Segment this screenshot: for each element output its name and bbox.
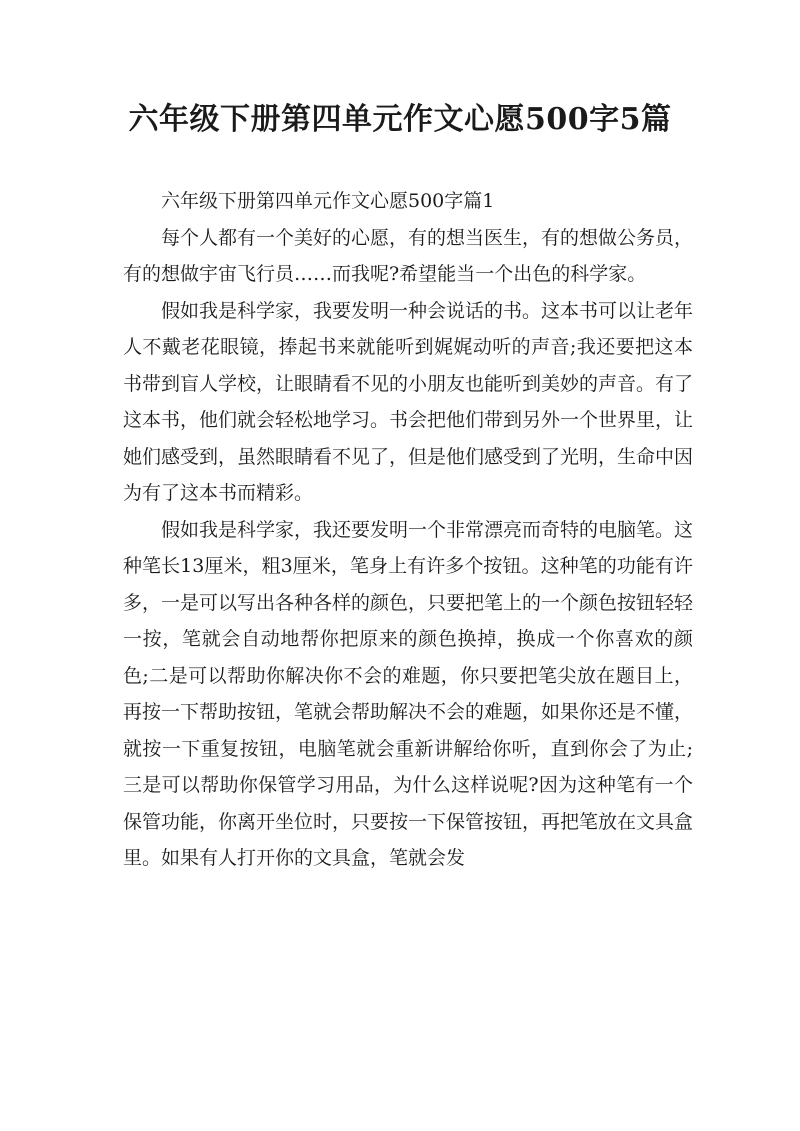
essay-subtitle: 六年级下册第四单元作文心愿500字篇1 bbox=[161, 190, 495, 212]
paragraph-1: 每个人都有一个美好的心愿，有的想当医生，有的想做公务员，有的想做宇宙飞行员……而我呢?希望能当一个出色的科学家。 bbox=[123, 226, 694, 285]
paragraph-3: 假如我是科学家，我还要发明一个非常漂亮而奇特的电脑笔。这种笔长13厘米，粗3厘米，笔身上有许多个按钮。这种笔的功能有许多，一是可以写出各种各样的颜色，只要把笔上的一个颜色按钮轻轻一按，笔就会自动地帮你把原来的颜色换掉，换成一个你喜欢的颜色;二是可以帮助你解决你不会的难题，你只要把笔尖放在题目上，再按一下帮助按钮，笔就会帮助解决不会的难题，如果你还是不懂，就按一下重复按钮，电脑笔就会重新讲解给你听，直到你会了为止;三是可以帮助你保管学习用品，为什么这样说呢?因为这种笔有一个保管功能，你离开坐位时，只要按一下保管按钮，再把笔放在文具盒里。如果有人打开你的文具盒，笔就会发 bbox=[123, 518, 694, 869]
document-body bbox=[123, 183, 693, 877]
document-title: 六年级下册第四单元作文心愿500字5篇 bbox=[128, 102, 672, 137]
paragraph-2: 假如我是科学家，我要发明一种会说话的书。这本书可以让老年人不戴老花眼镜，捧起书来就能听到娓娓动听的声音;我还要把这本书带到盲人学校，让眼睛看不见的小朋友也能听到美妙的声音。有了这本书，他们就会轻松地学习。书会把他们带到另外一个世界里，让她们感受到，虽然眼睛看不见了，但是他们感受到了光明，生命中因为有了这本书而精彩。 bbox=[123, 299, 694, 504]
